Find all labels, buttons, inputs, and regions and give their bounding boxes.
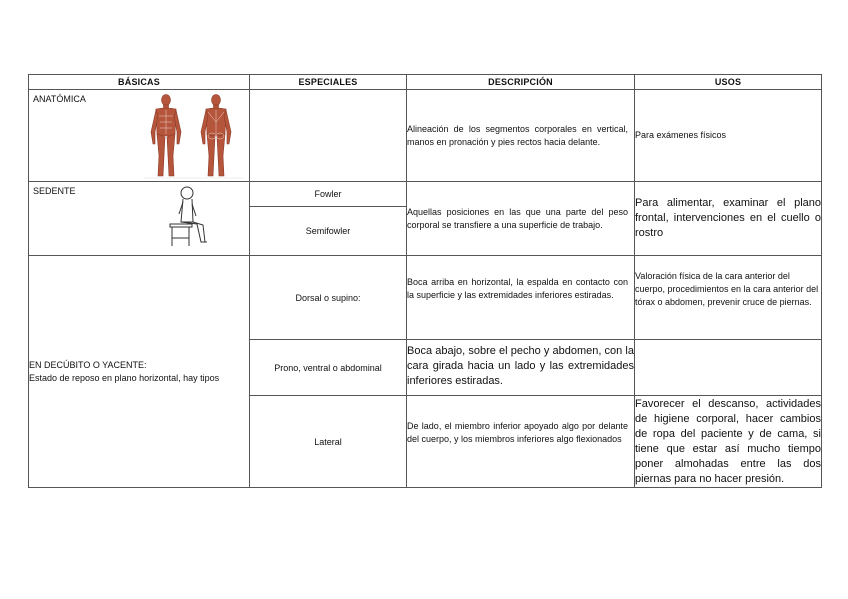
decubito-label: EN DECÚBITO O YACENTE: — [29, 359, 147, 370]
cell-lateral-usos — [635, 396, 822, 488]
anatomica-usos: Para exámenes físicos — [635, 130, 727, 140]
lateral-label: Lateral — [314, 436, 342, 447]
dorsal-usos: Valoración física de la cara anterior del cuerpo, procedimientos en la cara anterior del tórax o abdomen, prevenir cruce de piernas. — [635, 271, 819, 307]
sedente-label: SEDENTE — [33, 186, 76, 196]
prono-descripcion: Boca abajo, sobre el pecho y abdomen, con la cara girada hacia un lado y las extremidades inferiores estiradas. — [407, 345, 634, 387]
cell-sedente-usos — [635, 182, 822, 256]
lateral-usos: Favorecer el descanso, actividades de higiene corporal, hacer cambios de ropa del paciente y de cama, si tiene que estar así mucho tiempo poner almohadas entre las dos piernas para no hacer presión. — [635, 398, 821, 485]
cell-fowler — [250, 182, 407, 207]
cell-lateral-descripcion — [407, 396, 635, 488]
header-usos: USOS — [635, 75, 822, 90]
cell-prono-especial — [250, 340, 407, 396]
dorsal-descripcion: Boca arriba en horizontal, la espalda en contacto con la superficie y las extremidades inferiores estiradas. — [407, 277, 628, 300]
fowler-label: Fowler — [314, 189, 342, 199]
cell-decubito-basica — [29, 256, 250, 488]
cell-semifowler — [250, 207, 407, 256]
cell-sedente-descripcion — [407, 182, 635, 256]
cell-dorsal-usos — [635, 256, 822, 340]
anatomica-descripcion: Alineación de los segmentos corporales en vertical, manos en pronación y pies rectos hacia delante. — [407, 123, 628, 147]
table-row-anatomica — [29, 90, 822, 182]
seated-figure-image — [167, 184, 213, 252]
prono-label: Prono, ventral o abdominal — [274, 362, 382, 373]
table-header-row — [29, 75, 822, 90]
cell-dorsal-especial — [250, 256, 407, 340]
header-especiales: ESPECIALES — [250, 75, 407, 90]
positions-table — [28, 74, 822, 488]
cell-sedente-basica — [29, 182, 250, 256]
header-basicas: BÁSICAS — [29, 75, 250, 90]
cell-anatomica-descripcion — [407, 90, 635, 182]
sedente-descripcion: Aquellas posiciones en las que una parte del peso corporal se transfiere a una superficie de trabajo. — [407, 206, 628, 230]
anatomical-figures-image — [144, 92, 244, 180]
cell-prono-usos — [635, 340, 822, 396]
cell-prono-descripcion — [407, 340, 635, 396]
cell-dorsal-descripcion — [407, 256, 635, 340]
header-descripcion: DESCRIPCIÓN — [407, 75, 635, 90]
cell-anatomica-especial — [250, 90, 407, 182]
dorsal-label: Dorsal o supino: — [295, 292, 361, 303]
anatomica-label: ANATÓMICA — [33, 94, 86, 104]
table-row-dorsal — [29, 256, 822, 340]
table-row-sedente-fowler — [29, 182, 822, 207]
lateral-descripcion: De lado, el miembro inferior apoyado algo por delante del cuerpo, y los miembros inferiores algo flexionados — [407, 421, 628, 444]
cell-anatomica-usos — [635, 90, 822, 182]
sedente-usos: Para alimentar, examinar el plano frontal, intervenciones en el cuello o rostro — [635, 197, 821, 239]
cell-anatomica-basica — [29, 90, 250, 182]
semifowler-label: Semifowler — [305, 226, 351, 236]
decubito-sublabel: Estado de reposo en plano horizontal, hay tipos — [29, 372, 220, 383]
cell-lateral-especial — [250, 396, 407, 488]
